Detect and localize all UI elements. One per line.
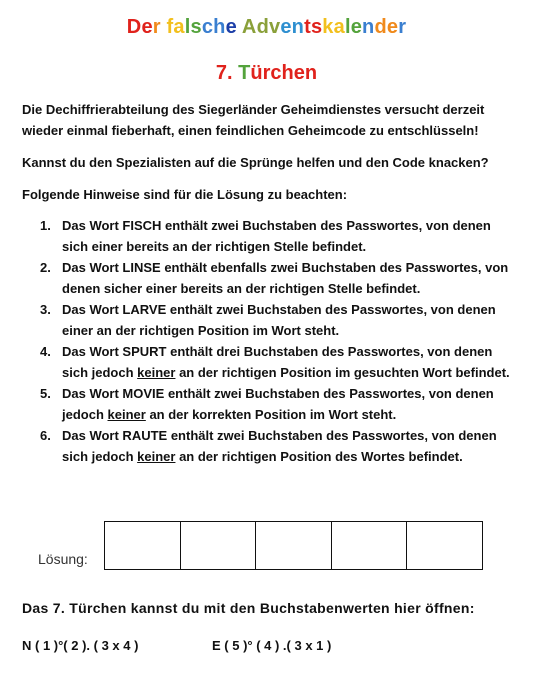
hint-item <box>40 257 515 299</box>
hint-text: Das Wort FISCH enthält zwei Buchstaben des Passwortes, von denen sich einer bereits an der richtigen Stelle befindet. <box>62 218 491 254</box>
title-letter: s <box>310 16 323 38</box>
hint-item <box>40 299 515 341</box>
title-letter: l <box>184 16 191 38</box>
hint-text: an der korrekten Position im Wort steht. <box>145 407 397 422</box>
title-letter: e <box>141 16 153 38</box>
open-instruction: Das 7. Türchen kannst du mit den Buchstabenwerten hier öffnen: <box>22 600 475 616</box>
solution-label: Lösung: <box>38 551 88 567</box>
title-letter: e <box>386 16 399 38</box>
title-letter: e <box>350 16 363 38</box>
hint-item <box>40 383 515 425</box>
question-paragraph: Kannst du den Spezialisten auf die Sprünge helfen und den Code knacken? <box>22 155 489 170</box>
hint-number: 2. <box>40 260 51 275</box>
hint-number: 6. <box>40 428 51 443</box>
subtitle-letter: e <box>293 62 305 84</box>
title-letter: c <box>201 16 214 38</box>
title-letter: k <box>322 16 334 38</box>
subtitle-letter: . <box>227 62 233 84</box>
title-letter: e <box>280 16 292 38</box>
title-letter: h <box>213 16 226 38</box>
title-letter: f <box>166 16 174 38</box>
title-letter: a <box>173 16 185 38</box>
subtitle-letter: ü <box>250 62 263 84</box>
title-letter: l <box>344 16 351 38</box>
hint-number: 5. <box>40 386 51 401</box>
hints-heading: Folgende Hinweise sind für die Lösung zu beachten: <box>22 187 348 202</box>
title-letter: r <box>152 16 161 38</box>
hint-text: Das Wort SPURT enthält drei Buchstaben des Passwortes, von denen sich jedoch <box>62 344 493 380</box>
title-letter: d <box>256 16 269 38</box>
hint-text: an der richtigen Position im gesuchten Wort befindet. <box>175 365 510 380</box>
subtitle-letter: n <box>304 62 318 84</box>
solution-box[interactable] <box>331 521 408 570</box>
hint-number: 1. <box>40 218 51 233</box>
solution-box[interactable] <box>104 521 181 570</box>
subtitle-letter: c <box>270 62 282 84</box>
hint-text: Das Wort MOVIE enthält zwei Buchstaben des Passwortes, von denen jedoch <box>62 386 494 422</box>
hint-text: Das Wort RAUTE enthält zwei Buchstaben des Passwortes, von denen sich jedoch <box>62 428 497 464</box>
title-letter: v <box>269 16 281 38</box>
hint-number: 4. <box>40 344 51 359</box>
hint-item <box>40 425 515 467</box>
title-letter: n <box>362 16 375 38</box>
hint-text: Das Wort LARVE enthält zwei Buchstaben des Passwortes, von denen einer an der richtigen Position im Wort steht. <box>62 302 496 338</box>
hint-item <box>40 341 515 383</box>
hint-text: an der richtigen Position des Wortes befindet. <box>175 449 463 464</box>
title-letter: e <box>225 16 237 38</box>
subtitle-letter: r <box>262 62 271 84</box>
hint-emphasis: keiner <box>137 449 176 464</box>
title-letter: a <box>333 16 345 38</box>
subtitle-letter: h <box>281 62 294 84</box>
title-letter: s <box>190 16 202 38</box>
title-letter: D <box>126 16 142 38</box>
title-letter: n <box>291 16 305 38</box>
title-letter: d <box>374 16 387 38</box>
hint-emphasis: keiner <box>107 407 146 422</box>
door-title <box>0 62 533 85</box>
title-letter: t <box>304 16 311 38</box>
code-second: E ( 5 )° ( 4 ) .( 3 x 1 ) <box>212 638 332 653</box>
page-title <box>0 16 533 39</box>
title-letter: A <box>241 16 257 38</box>
subtitle-letter: T <box>238 62 251 84</box>
solution-boxes <box>104 521 483 570</box>
title-letter: r <box>398 16 407 38</box>
code-first: N ( 1 )°( 2 ). ( 3 x 4 ) <box>22 638 139 653</box>
hint-number: 3. <box>40 302 51 317</box>
hint-item <box>40 215 515 257</box>
intro-paragraph: Die Dechiffrierabteilung des Siegerländer Geheimdienstes versucht derzeit wieder einmal fieberhaft, einen feindlichen Geheimcode zu entschlüsseln! <box>22 102 485 138</box>
solution-box[interactable] <box>255 521 332 570</box>
hint-emphasis: keiner <box>137 365 176 380</box>
hints-list <box>40 215 515 467</box>
hint-text: Das Wort LINSE enthält ebenfalls zwei Buchstaben des Passwortes, von denen sicher einer bereits an der richtigen Stelle befindet. <box>62 260 509 296</box>
subtitle-letter: 7 <box>215 62 228 84</box>
solution-box[interactable] <box>180 521 257 570</box>
solution-box[interactable] <box>406 521 483 570</box>
